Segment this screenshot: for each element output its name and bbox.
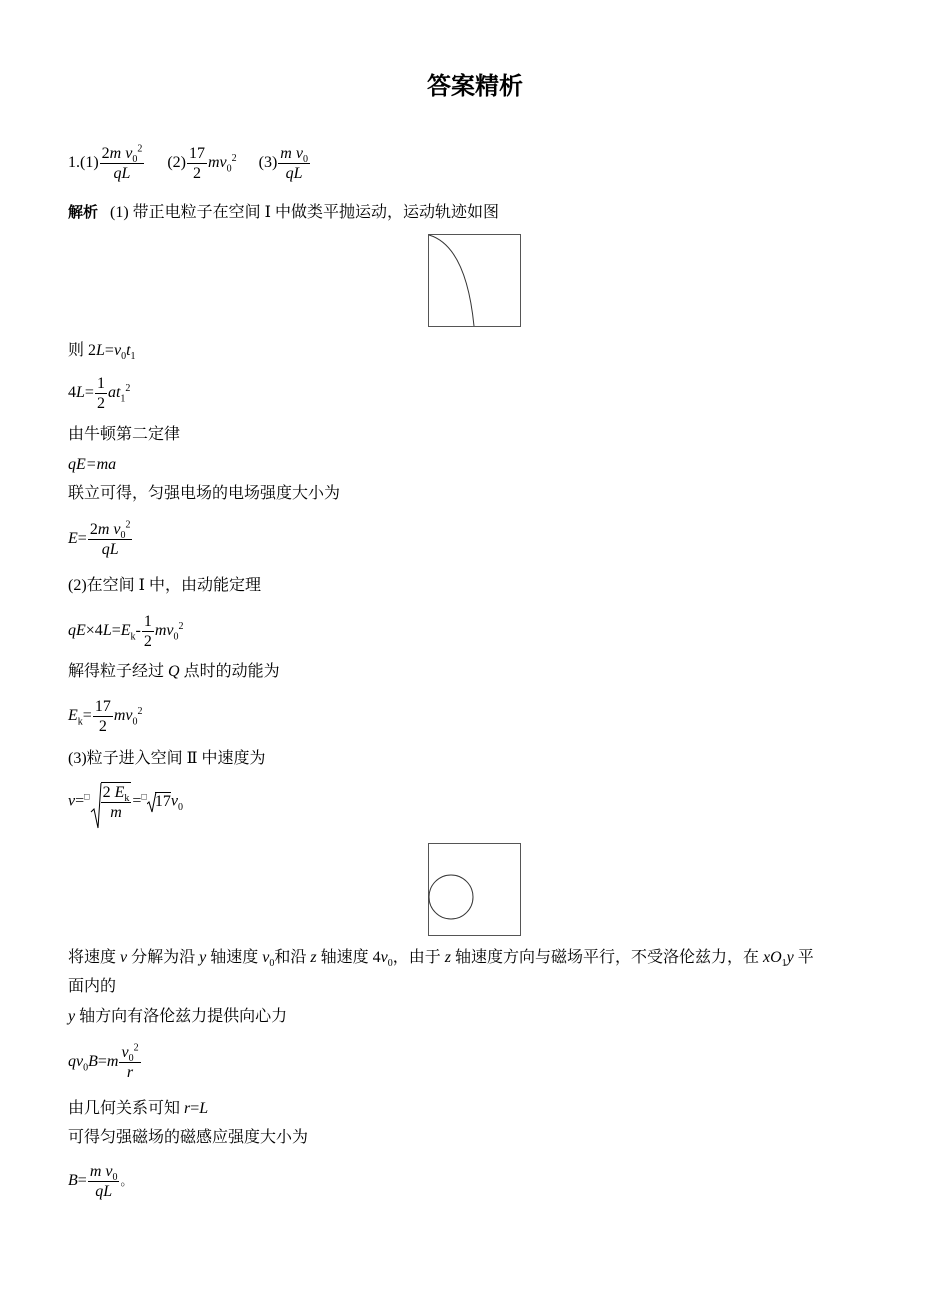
- kinetic-energy-text: 解得粒子经过 Q 点时的动能为: [68, 663, 280, 680]
- answer-1-fraction: $\frac{2m v_0^2}{qL}$: [101, 143, 143, 182]
- circle-motion-figure: [428, 843, 522, 937]
- field-strength-text: 联立可得，匀强电场的电场强度大小为: [68, 485, 341, 502]
- eq-qE-ma: qE=ma: [68, 456, 117, 473]
- eq-qvB: $qv_0B=m$ $\frac{v_0^2}{r}$: [68, 1042, 139, 1081]
- analysis-label: 解析: [68, 203, 99, 221]
- newton-law-text: 由牛顿第二定律: [68, 426, 181, 443]
- analysis-intro: [68, 202, 499, 223]
- circle-path: [429, 875, 473, 919]
- sqrt-expression: $\frac{2 E_k}{m}$: [90, 782, 133, 822]
- sqrt-17: 17: [147, 793, 171, 810]
- centripetal-text: y 轴方向有洛伦兹力提供向心力: [68, 1008, 288, 1025]
- magnetic-field-text: 可得匀强磁场的磁感应强度大小为: [68, 1129, 309, 1146]
- eq-B: B= $\frac{m v_0}{qL}$ 。: [68, 1163, 133, 1200]
- figure-1-frame: [429, 235, 521, 327]
- part-1-label: (1): [80, 154, 99, 172]
- eq-2L: 则 $2L=v_0t_1$: [68, 342, 136, 363]
- answer-2-fraction: $\frac{17}{2}$: [188, 145, 205, 182]
- trajectory-figure: [428, 234, 522, 328]
- velocity-decomposition-cont: 面内的: [68, 978, 117, 995]
- sqrt-sign: [90, 782, 102, 830]
- velocity-decomposition-text: 将速度 v 分解为沿 y 轴速度 $v_0$和沿 z 轴速度 $4v_0$，由于 z 轴速度方向与磁场平行，不受洛伦兹力，在 $xO_1y$ 平: [68, 949, 814, 970]
- geometry-text: 由几何关系可知 r=L: [68, 1100, 209, 1117]
- answer-line: 1.(1) $\frac{2m v_0^2}{qL}$ (2) $\frac{17}{2}$ $mv_0^2$ (3) $\frac{m v_0}{qL}$: [68, 143, 308, 182]
- part-3-text: (3)粒子进入空间 Ⅱ 中速度为: [68, 750, 266, 767]
- parabola-path: [429, 235, 474, 326]
- part-2-text: (2)在空间 Ⅰ 中，由动能定理: [68, 577, 261, 594]
- eq-4L: 4L= $\frac{1}{2}$ $at_1^2$: [68, 375, 131, 412]
- part-3-label: (3): [258, 154, 278, 172]
- part-2-label: (2): [167, 154, 186, 172]
- question-number: 1.: [68, 154, 80, 172]
- page-title: 答案精析: [427, 72, 523, 100]
- figure-2-frame: [429, 844, 521, 936]
- eq-E: E= $\frac{2m v_0^2}{qL}$: [68, 519, 131, 558]
- analysis-intro-text: (1) 带正电粒子在空间 Ⅰ 中做类平抛运动，运动轨迹如图: [110, 204, 499, 221]
- eq-energy: $qE\times 4L=E_k-$ $\frac{1}{2}$ $mv_0^2$: [68, 613, 184, 650]
- eq-Ek: $E_k=$ $\frac{17}{2}$ $mv_0^2$: [68, 698, 143, 735]
- eq-velocity: v=□ $\frac{2 E_k}{m}$ =□ $17v_0$: [68, 782, 183, 822]
- answer-3-fraction: $\frac{m v_0}{qL}$: [280, 145, 308, 182]
